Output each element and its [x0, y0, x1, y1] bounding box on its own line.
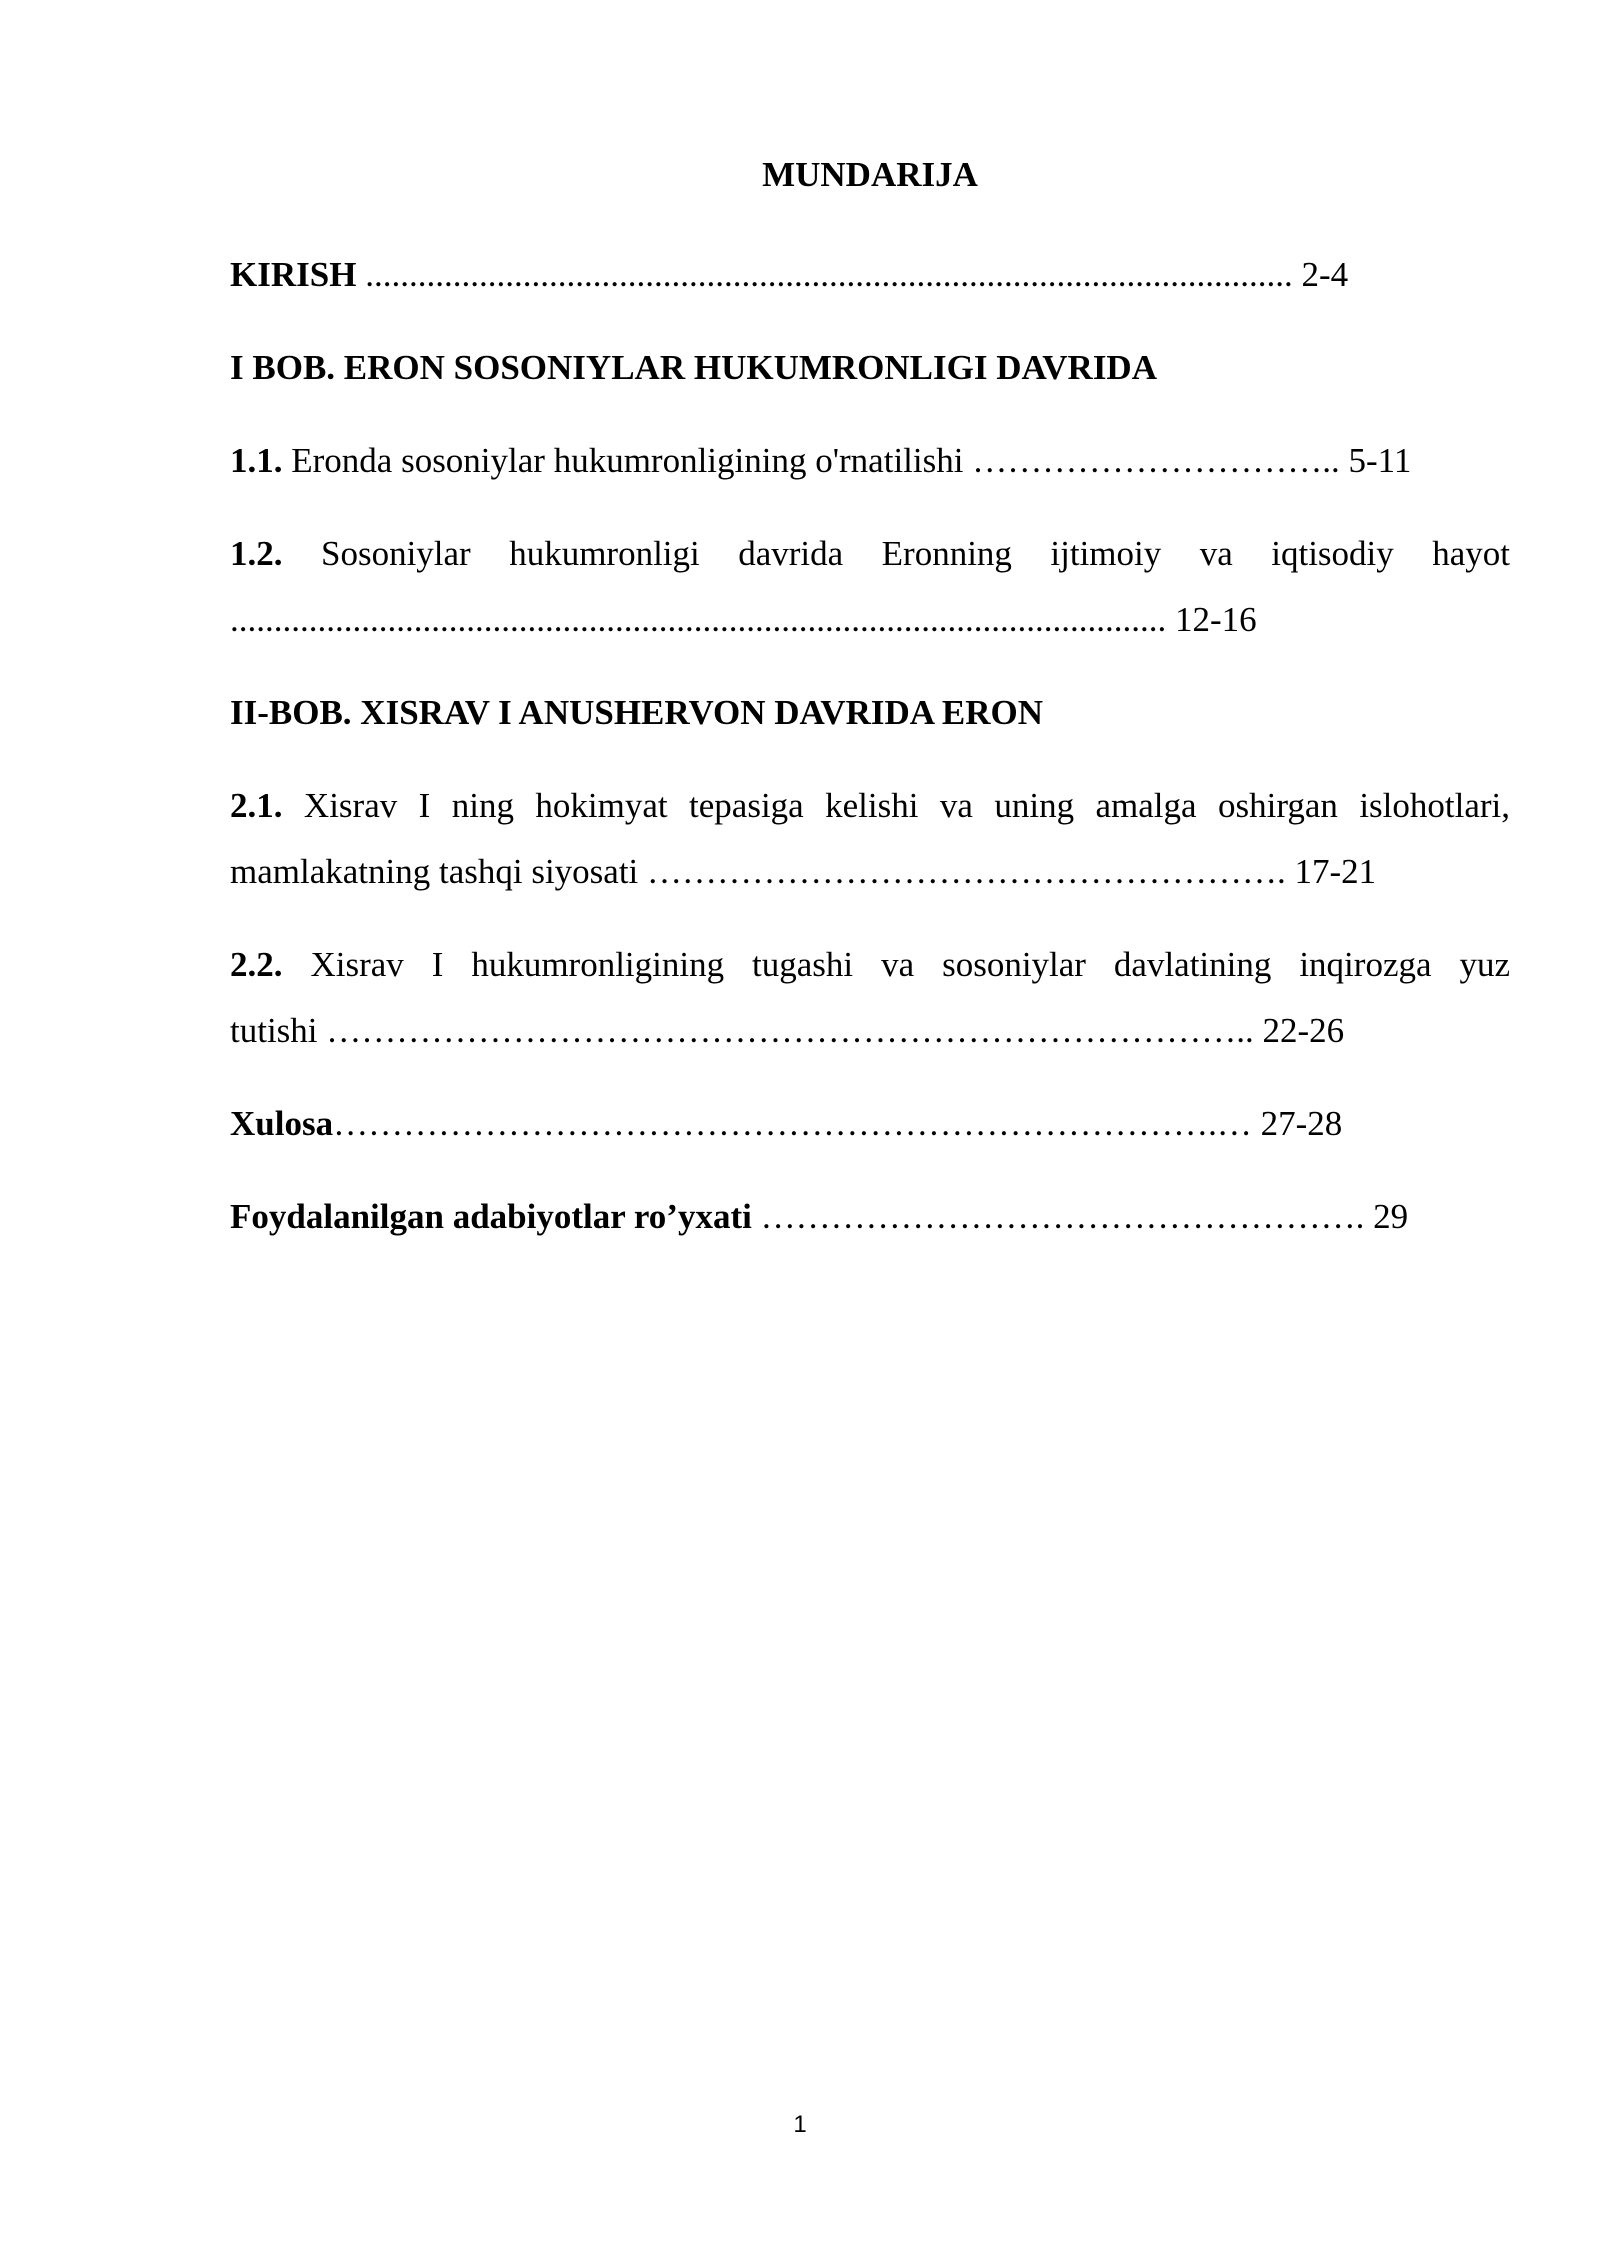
page-range: 22-26	[1253, 1011, 1345, 1050]
page-range: 29	[1364, 1197, 1409, 1236]
entry-line-2	[230, 587, 1510, 653]
toc-entry-2-2[interactable]	[230, 932, 1510, 1064]
toc-entry-2-1[interactable]	[230, 773, 1510, 905]
entry-label: KIRISH	[230, 255, 357, 294]
dot-leader: ……………………………………………………………………..	[326, 1011, 1254, 1050]
toc-entry-xulosa[interactable]	[230, 1091, 1510, 1157]
page-range: 27-28	[1251, 1104, 1343, 1143]
page-range: 17-21	[1285, 852, 1377, 891]
toc-entry-kirish[interactable]	[230, 242, 1510, 308]
entry-text-continued: tutishi	[230, 1011, 327, 1050]
toc-chapter-1[interactable]: I BOB. ERON SOSONIYLAR HUKUMRONLIGI DAVRIDA	[230, 348, 1157, 387]
entry-line-1	[230, 773, 1510, 839]
entry-text-continued: mamlakatning tashqi siyosati	[230, 852, 648, 891]
toc-chapter-2[interactable]: II-BOB. XISRAV I ANUSHERVON DAVRIDA ERON	[230, 693, 1043, 732]
toc-entry-1-2[interactable]	[230, 521, 1510, 653]
entry-text: Xisrav I hukumronligining tugashi va sosoniylar davlatining inqirozga yuz	[282, 945, 1510, 984]
entry-line-2	[230, 998, 1510, 1064]
entry-text: Eronda sosoniylar hukumronligining o'rnatilishi	[282, 441, 973, 480]
entry-line-1	[230, 932, 1510, 998]
section-number: 1.2.	[230, 534, 283, 573]
entry-text: Xisrav I ning hokimyat tepasiga kelishi va uning amalga oshirgan islohotlari,	[282, 786, 1510, 825]
section-number: 2.1.	[230, 786, 283, 825]
toc-entry-1-1[interactable]	[230, 428, 1510, 494]
dot-leader: ...........................................................................................................	[230, 600, 1167, 639]
page-range: 2-4	[1292, 255, 1349, 294]
table-of-contents	[230, 150, 1510, 1250]
entry-text: Sosoniylar hukumronligi davrida Eronning ijtimoiy va iqtisodiy hayot	[282, 534, 1510, 573]
entry-line-2	[230, 839, 1510, 905]
entry-line-1	[230, 521, 1510, 587]
page-range: 5-11	[1339, 441, 1412, 480]
dot-leader: ..........................................................................................................	[356, 255, 1293, 294]
page-range: 12-16	[1166, 600, 1257, 639]
toc-title: MUNDARIJA	[762, 155, 978, 194]
entry-label: Xulosa	[230, 1104, 334, 1143]
section-number: 1.1.	[230, 441, 283, 480]
dot-leader: ………………………………………………………………….…	[333, 1104, 1252, 1143]
section-number: 2.2.	[230, 945, 283, 984]
toc-entry-adabiyotlar[interactable]	[230, 1184, 1510, 1250]
page-number: 1	[793, 2111, 807, 2138]
dot-leader: …………………………..	[972, 441, 1340, 480]
entry-label: Foydalanilgan adabiyotlar ro’yxati	[230, 1197, 752, 1236]
dot-leader: …………………………………………….	[751, 1197, 1365, 1236]
dot-leader: ……………………………………………….	[647, 852, 1286, 891]
